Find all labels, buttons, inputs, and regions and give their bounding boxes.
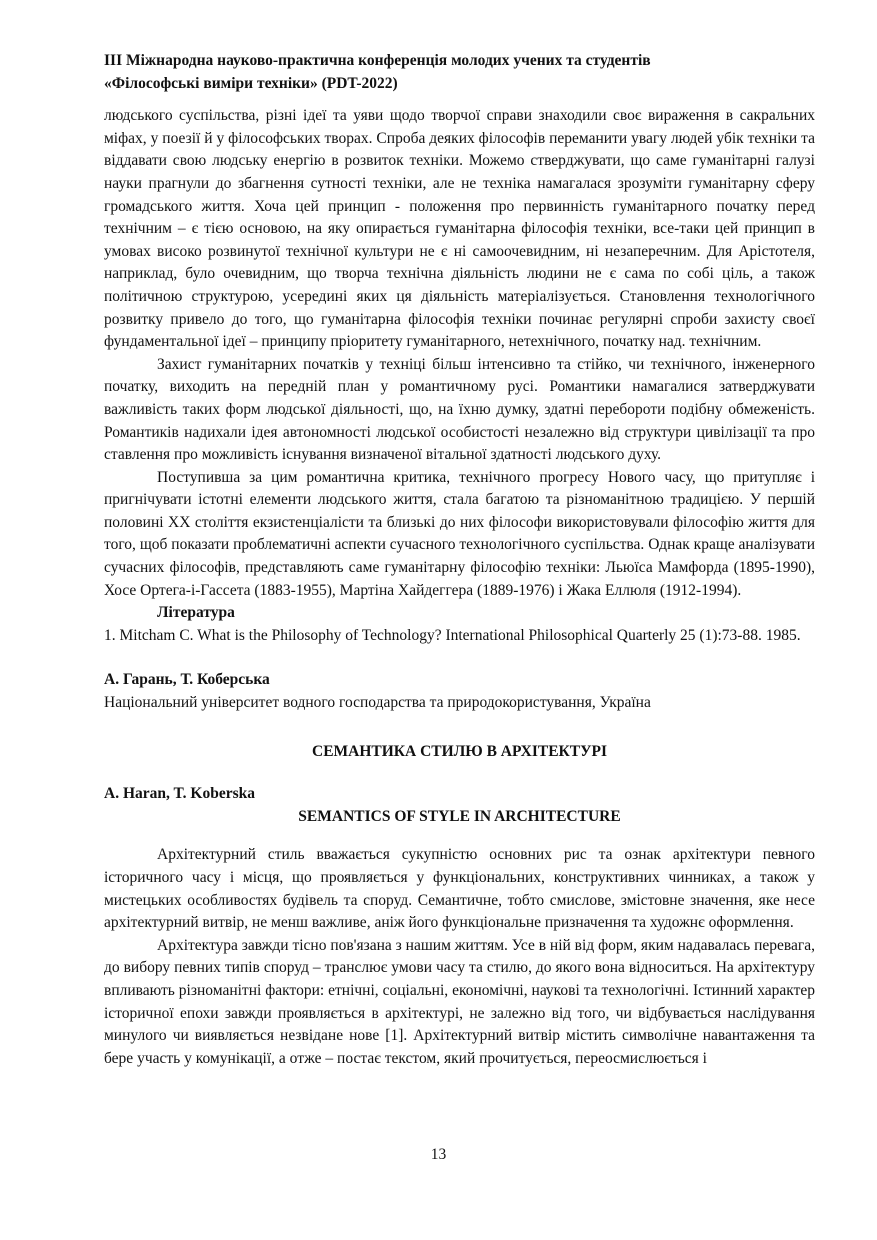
section-spacer bbox=[104, 828, 815, 844]
page-number: 13 bbox=[430, 1146, 447, 1163]
conference-header bbox=[104, 50, 815, 95]
article-authors-en: A. Haran, T. Koberska bbox=[104, 785, 255, 803]
body-paragraph: Захист гуманітарних початків у техніці більш інтенсивно та стійко, чи технічного, інженерного початку, виходить на передній план у романтичному русі. Романтики намагалися затверджувати важливість таких форм людської діяльності, що, на їхню думку, здатні перебороти подібну обмеженість. Романтиків надихали ідея автономності людської особистості незалежно від структури цивілізації та про ставлення про можливість існування визначеної вітальної здатності людського духу. bbox=[104, 355, 815, 464]
page-body bbox=[104, 50, 815, 1070]
body-paragraph: Поступивша за цим романтична критика, технічного прогресу Нового часу, що притупляє і пригнічувати істотні елементи людського життя, стала багатою та різноманітною традицією. У першій половині XX століття екзистенціалісти та близькі до них філософи використовували філософію життя для того, щоб показати проблематичні аспекти сучасного технологічного суспільства. Однак краще аналізувати сучасних філософів, представляють саме гуманітарну філософію техніки: Льюїса Мамфорда (1895-1990), Хосе Ортега-і-Гассета (1883-1955), Мартіна Хайдеггера (1889-1976) і Жака Еллюля (1912-1994). bbox=[104, 468, 815, 599]
literature-heading: Література bbox=[157, 604, 235, 622]
conference-header-line-2: «Філософські виміри техніки» (PDT-2022) bbox=[104, 74, 398, 92]
article-authors: А. Гарань, Т. Коберська bbox=[104, 671, 270, 689]
body-paragraph: людського суспільства, різні ідеї та уяви щодо творчої справи знаходили своє вираження в сакральних міфах, у поезії й у філософських творах. Спроба деяких філософів переманити увагу людей убік техніки та віддавати свою людську енергію в розвиток техніки. Можемо стверджувати, що саме гуманітарні галузі науки прагнули до збагнення сутності техніки, але не техніка намагалася зрозуміти гуманітарну сферу громадського життя. Хоча цей принцип - положення про первинність гуманітарного початку перед технічним – є тією основою, на яку опирається гуманітарна філософія техніки, все-таки цей принцип в умовах високо розвинутої технічної культури не є ні самоочевидним, ні незаперечним. Для Арістотеля, наприклад, було очевидним, що творча технічна діяльність людини не є сама по собі ціль, а також політичною структурою, усередині яких ця діяльність матеріалізується. Становлення технологічного розвитку привело до того, що гуманітарна філософія техніки починає регулярні спроби захисту своєї фундаментальної ідеї – принципу пріоритету гуманітарного, нетехнічного, початку над. технічним. bbox=[104, 107, 815, 351]
article-paragraph: Архітектурний стиль вважається сукупністю основних рис та ознак архітектури певного історичного часу і місця, що проявляється у функціональних, конструктивних чинниках, а також у мистецьких особливостях будівель та споруд. Семантичне, тобто смислове, змістовне значення, яке несе архітектурний витвір, не менш важливе, аніж його функціональне призначення та художнє оформлення. bbox=[104, 846, 815, 932]
article-title-en: SEMANTICS OF STYLE IN ARCHITECTURE bbox=[298, 807, 621, 825]
conference-header-line-1: III Міжнародна науково-практична конференція молодих учених та студентів bbox=[104, 52, 651, 69]
reference-item: 1. Mitcham C. What is the Philosophy of Technology? International Philosophical Quarterly 25 (1):73-88. 1985. bbox=[104, 626, 801, 644]
article-paragraph: Архітектура завжди тісно пов'язана з нашим життям. Усе в ній від форм, яким надавалась перевага, до вибору певних типів споруд – транслює умови часу та стилю, до якого вона відноситься. На архітектуру впливають різноманітні фактори: етнічні, соціальні, економічні, наукові та технологічні. Істинний характер історичної епохи завжди проявляється в архітектурі, не залежно від того, чи відбувається наслідування минулого чи виявляється незвідане нове [1]. Архітектурний витвір містить символічне навантаження та бере участь у комунікації, а отже – постає текстом, який прочитується, переосмислюється і bbox=[104, 936, 815, 1067]
article-title-ua: СЕМАНТИКА СТИЛЮ В АРХІТЕКТУРІ bbox=[312, 742, 607, 760]
article-affiliation: Національний університет водного господарства та природокористування, Україна bbox=[104, 694, 651, 712]
